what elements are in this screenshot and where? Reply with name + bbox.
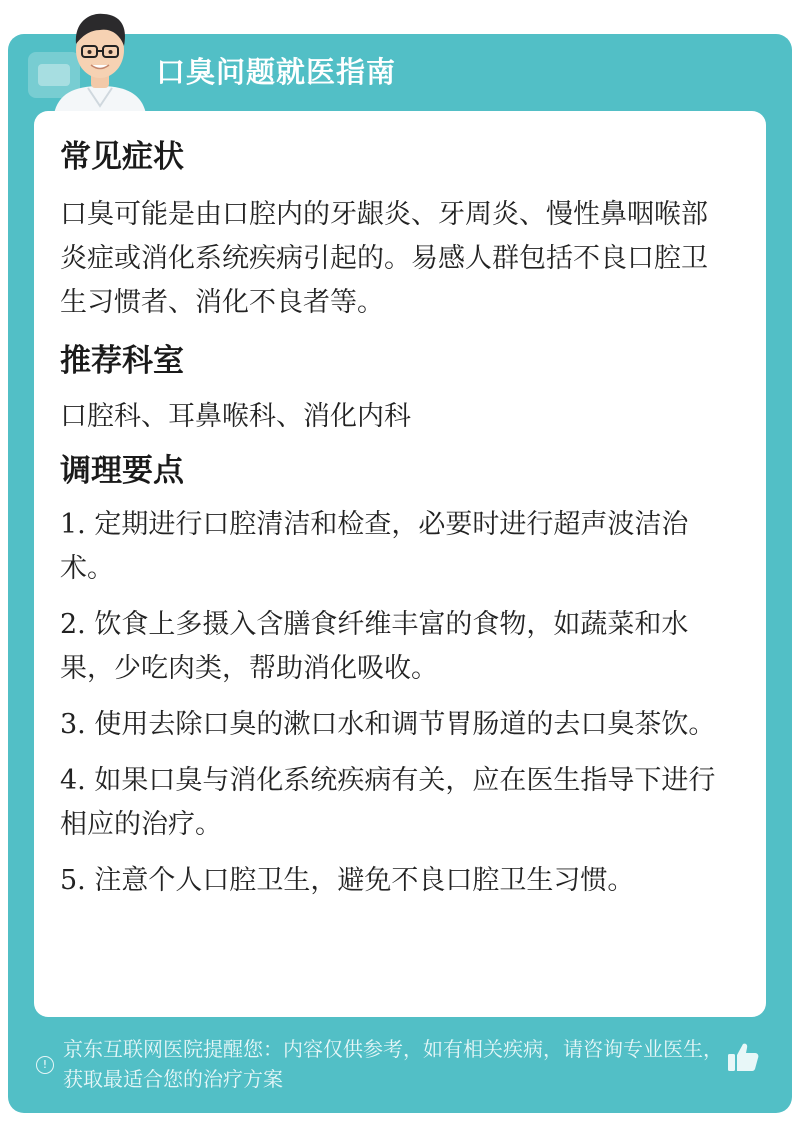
symptoms-text: 口臭可能是由口腔内的牙龈炎、牙周炎、慢性鼻咽喉部炎症或消化系统疾病引起的。易感人群包括不良口腔卫生习惯者、消化不良者等。: [60, 199, 708, 318]
list-item-text: 饮食上多摄入含膳食纤维丰富的食物，如蔬菜和水果，少吃肉类，帮助消化吸收。: [60, 609, 689, 684]
info-icon: !: [36, 1056, 54, 1074]
content-card: [34, 111, 766, 1017]
list-item-number: 2.: [60, 609, 86, 640]
thumbs-up-icon[interactable]: [726, 1040, 760, 1074]
section-title-care: 调理要点: [60, 453, 184, 489]
list-item: [60, 503, 730, 591]
care-list: [60, 503, 730, 903]
section-title-departments: 推荐科室: [60, 343, 184, 379]
list-item-number: 5.: [60, 865, 86, 896]
footer-notice-text: 京东互联网医院提醒您：内容仅供参考，如有相关疾病，请咨询专业医生，获取最适合您的治疗方案: [63, 1037, 723, 1091]
list-item-number: 1.: [60, 509, 86, 540]
section-title-symptoms: 常见症状: [60, 139, 184, 175]
list-item-number: 4.: [60, 765, 86, 796]
list-item-text: 使用去除口臭的漱口水和调节胃肠道的去口臭茶饮。: [94, 709, 716, 740]
departments-text: 口腔科、耳鼻喉科、消化内科: [60, 401, 411, 432]
list-item: [60, 603, 730, 691]
list-item: [60, 759, 730, 847]
list-item-text: 定期进行口腔清洁和检查，必要时进行超声波洁治术。: [60, 509, 689, 584]
doctor-avatar: [44, 6, 156, 114]
list-item-number: 3.: [60, 709, 86, 740]
content-body: [60, 135, 730, 915]
list-item-text: 如果口臭与消化系统疾病有关，应在医生指导下进行相应的治疗。: [60, 765, 716, 840]
list-item: [60, 859, 730, 903]
list-item: [60, 703, 730, 747]
list-item-text: 注意个人口腔卫生，避免不良口腔卫生习惯。: [94, 865, 635, 896]
page-title: 口臭问题就医指南: [156, 55, 397, 89]
